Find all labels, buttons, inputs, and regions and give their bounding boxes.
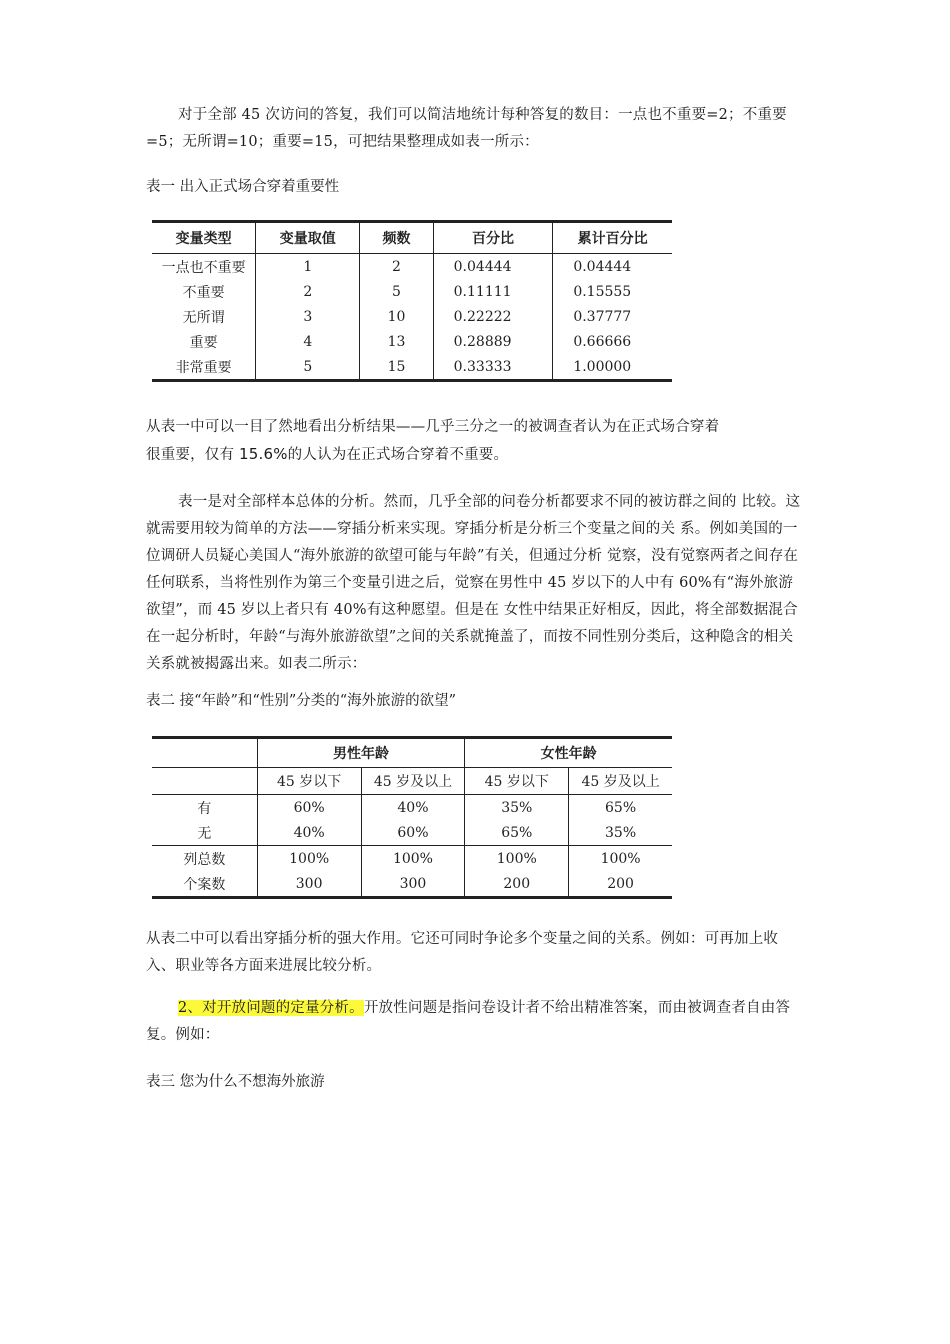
table2-group-female: 女性年龄 [465, 738, 672, 768]
table2-subheader: 45 岁以下 [257, 768, 361, 795]
table2-cell: 60% [257, 795, 361, 821]
paragraph-2-text-b: 的人认为在正式场合穿着不重要。 [287, 447, 509, 463]
table2-cell: 40% [361, 795, 465, 821]
paragraph-2-line-1: 从表一中可以一目了然地看出分析结果——几乎三分之一的被调查者认为在正式场合穿着 [146, 419, 720, 435]
table1-cell: 0.66666 [553, 329, 672, 354]
table2-corner-cell [152, 738, 257, 768]
paragraph-5-text: 开放性问题是指问卷设计者不给出精准答案，而由被调查者自由答复。例如： [146, 1000, 791, 1043]
highlighted-heading: 2、对开放问题的定量分析。 [178, 1000, 364, 1016]
table1-cell: 非常重要 [175, 359, 232, 376]
paragraph-2-line-2 [146, 441, 806, 469]
percent-value: 15.6% [239, 445, 288, 463]
table2-cell: 35% [465, 795, 569, 821]
table1-cell: 0.33333 [433, 354, 553, 381]
table2-corner-cell [152, 768, 257, 795]
table-row [152, 871, 672, 898]
table3-caption: 表三 您为什么不想海外旅游 [146, 1074, 325, 1090]
table1-cell: 5 [256, 354, 360, 381]
table1 [152, 220, 672, 382]
table2-cell: 100% [361, 846, 465, 872]
table1-cell: 1 [256, 254, 360, 280]
table1-cell: 一点也不重要 [161, 259, 246, 276]
table2-cell: 200 [465, 871, 569, 898]
table1-cell: 5 [360, 279, 433, 304]
table2-subheader-row [152, 768, 672, 795]
table2-row-label: 无 [197, 825, 212, 842]
table2-group-row [152, 738, 672, 768]
table-row [152, 304, 672, 329]
table2-subheader: 45 岁及以上 [569, 768, 672, 795]
table1-cell: 2 [360, 254, 433, 280]
table-row [152, 846, 672, 872]
table2-cell: 100% [465, 846, 569, 872]
table1-cell: 0.15555 [553, 279, 672, 304]
table-row [152, 820, 672, 846]
table2-cell: 40% [257, 820, 361, 846]
table-row [152, 354, 672, 381]
paragraph-2 [146, 414, 806, 469]
table-row [152, 254, 672, 280]
table1-header: 累计百分比 [553, 222, 672, 254]
table1-cell: 0.37777 [553, 304, 672, 329]
table2-cell: 35% [569, 820, 672, 846]
table2-cell: 65% [569, 795, 672, 821]
table-row [152, 795, 672, 821]
paragraph-3: 表一是对全部样本总体的分析。然而，几乎全部的问卷分析都要求不同的被访群之间的 比较。这就需要用较为简单的方法——穿插分析来实现。穿插分析是分析三个变量之间的关 系。例如美国的一位调研人员疑心美国人“海外旅游的欲望可能与年龄”有关，但通过分析 觉察，没有觉察两者之间存在任何联系，当将性别作为第三个变量引进之后，觉察在男性中 45 岁以下的人中有 60%有“海外旅游欲望”，而 45 岁以上者只有 40%有这种愿望。但是在 女性中结果正好相反，因此，将全部数据混合在一起分析时，年龄“与海外旅游欲望”之间的关系就掩盖了，而按不同性别分类后，这种隐含的相关关系就被揭露出来。如表二所示： [146, 494, 801, 672]
table1-cell: 2 [256, 279, 360, 304]
table1-header: 变量类型 [152, 222, 256, 254]
table2-subheader: 45 岁及以上 [361, 768, 465, 795]
table1-cell: 1.00000 [553, 354, 672, 381]
table1-cell: 0.04444 [433, 254, 553, 280]
table1-cell: 10 [360, 304, 433, 329]
table1-cell: 3 [256, 304, 360, 329]
table1-cell: 不重要 [182, 284, 225, 301]
table2-row-label: 有 [197, 800, 212, 817]
table1-cell: 15 [360, 354, 433, 381]
table2-cell: 300 [257, 871, 361, 898]
table-row [152, 279, 672, 304]
table1-caption: 表一 出入正式场合穿着重要性 [146, 179, 340, 195]
paragraph-4: 从表二中可以看出穿插分析的强大作用。它还可同时争论多个变量之间的关系。例如：可再加上收入、职业等各方面来进展比较分析。 [146, 931, 779, 974]
table2-cell: 300 [361, 871, 465, 898]
table1-cell: 重要 [189, 334, 218, 351]
table2-cell: 65% [465, 820, 569, 846]
table1-cell: 无所谓 [182, 309, 225, 326]
table2-cell: 60% [361, 820, 465, 846]
table2-subheader: 45 岁以下 [465, 768, 569, 795]
table1-header: 变量取值 [256, 222, 360, 254]
table1-cell: 4 [256, 329, 360, 354]
table1-header-row [152, 222, 672, 254]
table2-row-label: 个案数 [183, 876, 226, 893]
table2 [152, 736, 672, 899]
table2-cell: 100% [257, 846, 361, 872]
table1-header: 百分比 [433, 222, 553, 254]
table1-cell: 0.11111 [433, 279, 553, 304]
paragraph-2-text-a: 很重要，仅有 [146, 447, 240, 463]
table-row [152, 329, 672, 354]
table2-group-male: 男性年龄 [257, 738, 465, 768]
table2-cell: 100% [569, 846, 672, 872]
table1-cell: 0.04444 [553, 254, 672, 280]
table2-cell: 200 [569, 871, 672, 898]
table1-cell: 13 [360, 329, 433, 354]
table2-caption: 表二 接“年龄”和“性别”分类的“海外旅游的欲望” [146, 693, 457, 709]
table1-header: 频数 [360, 222, 433, 254]
paragraph-5 [146, 995, 806, 1049]
paragraph-1: 对于全部 45 次访问的答复，我们可以简洁地统计每种答复的数目：一点也不重要=2；不重要=5；无所谓=10；重要=15，可把结果整理成如表一所示： [146, 107, 787, 150]
table1-cell: 0.22222 [433, 304, 553, 329]
table1-cell: 0.28889 [433, 329, 553, 354]
table2-row-label: 列总数 [152, 846, 257, 872]
